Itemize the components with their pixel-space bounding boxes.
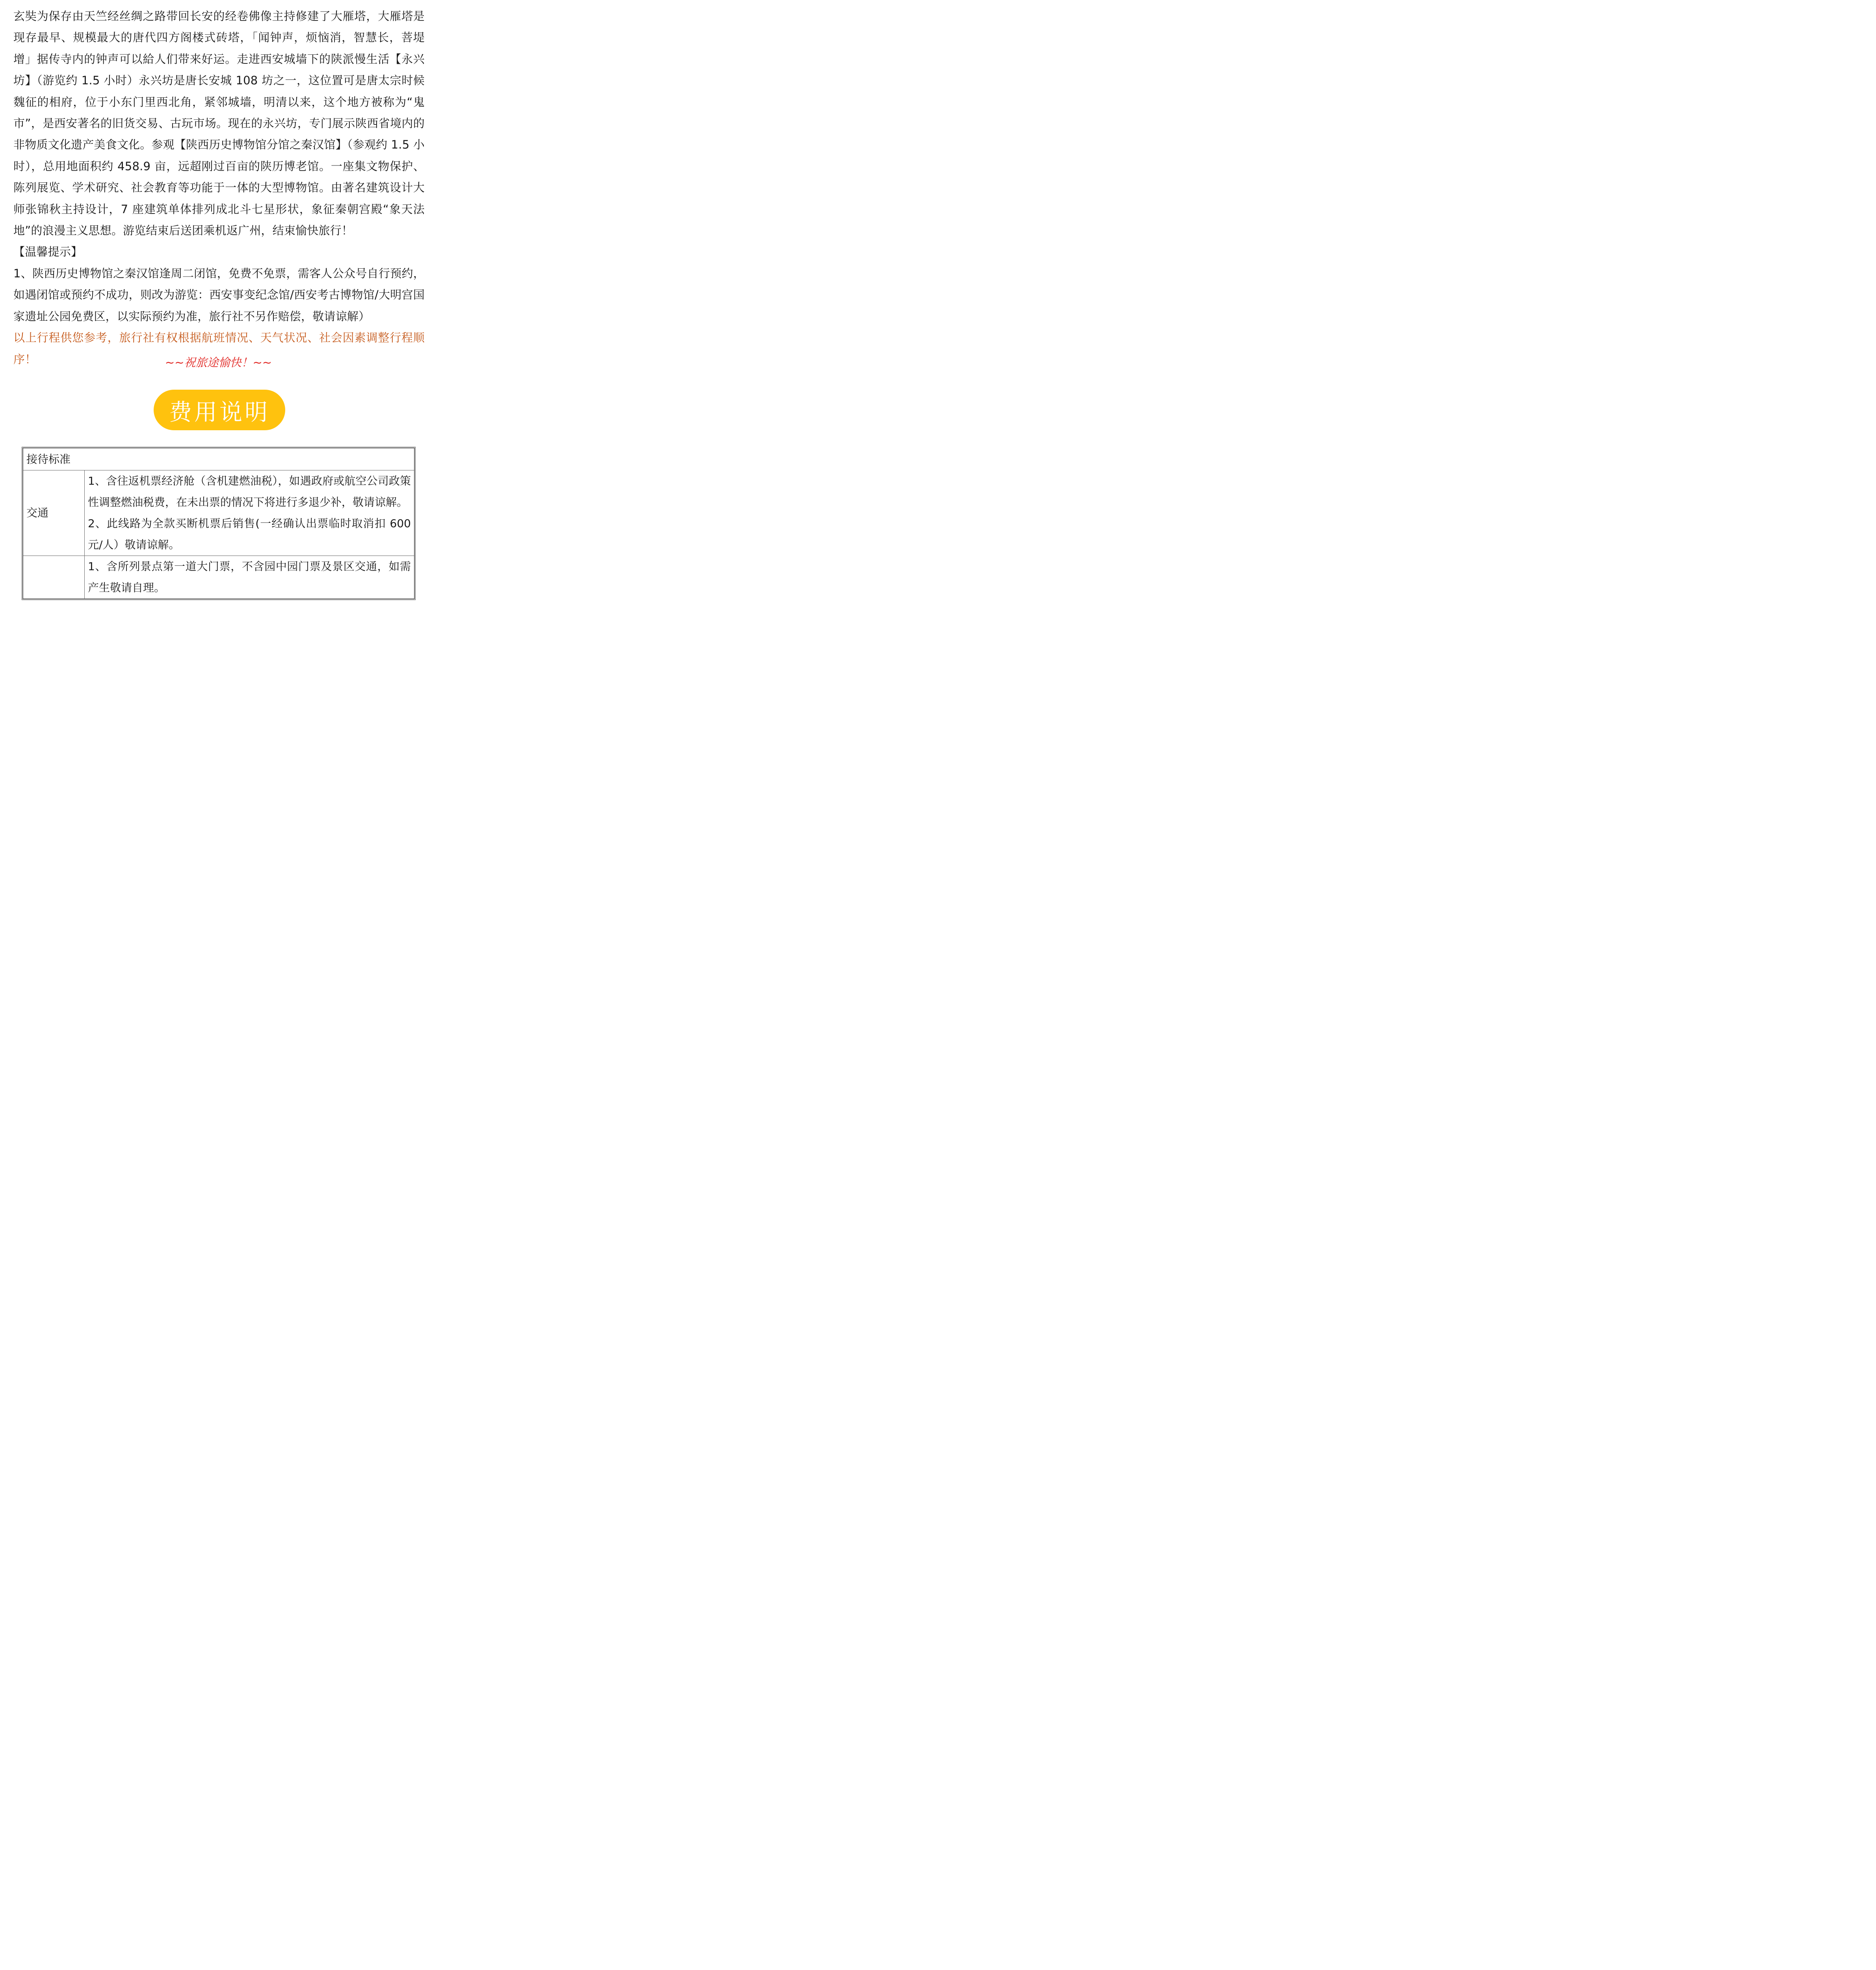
- tip-1: 1、陕西历史博物馆之秦汉馆逢周二闭馆，免费不免票，需客人公众号自行预约，如遇闭馆或预约不成功，则改为游览：西安事变纪念馆/西安考古博物馆/大明宫国家遗址公园免费区，以实际预约为准，旅行社不另作赔偿，敬请谅解）: [13, 266, 425, 323]
- transport-item-2: 2、此线路为全款买断机票后销售(一经确认出票临时取消扣 600 元/人）敬请谅解。: [88, 517, 411, 551]
- row-label-tickets: [23, 556, 85, 599]
- itinerary-section: [13, 6, 425, 370]
- row-label-transport: 交通: [23, 470, 85, 556]
- row-detail-transport: [85, 470, 414, 556]
- itinerary-paragraph: 玄奘为保存由天竺经丝绸之路带回长安的经卷佛像主持修建了大雁塔，大雁塔是现存最早、规模最大的唐代四方阁楼式砖塔，「闻钟声，烦恼消，智慧长，菩堤增」据传寺内的钟声可以給人们带来好运。走进西安城墙下的陕派慢生活【永兴坊】（游览约 1.5 小时）永兴坊是唐长安城 108 坊之一，这位置可是唐太宗时候魏征的相府，位于小东门里西北角，紧邻城墙，明清以来，这个地方被称为“鬼市”，是西安著名的旧货交易、古玩市场。现在的永兴坊，专门展示陕西省境内的非物质文化遗产美食文化。参观【陕西历史博物馆分馆之秦汉馆】（参观约 1.5 小时），总用地面积约 458.9 亩，远超刚过百亩的陕历博老馆。一座集文物保护、陈列展览、学术研究、社会教育等功能于一体的大型博物馆。由著名建筑设计大师张锦秋主持设计，7 座建筑单体排列成北斗七星形状，象征秦朝宫殿“象天法地”的浪漫主义思想。游览结束后送团乘机返广州，结束愉快旅行！: [13, 9, 425, 238]
- fee-section-title: 费用说明: [169, 398, 270, 426]
- fee-table-header: 接待标准: [23, 448, 414, 470]
- row-detail-tickets: [85, 556, 414, 599]
- table-row: [23, 470, 414, 556]
- table-row: [23, 556, 414, 599]
- tips-title: 【温馨提示】: [13, 245, 83, 259]
- itinerary-notice: 以上行程供您参考，旅行社有权根据航班情况、天气状况、社会因素调整行程顺序！: [13, 331, 425, 366]
- travel-wish: ~~祝旅途愉快！~~: [165, 356, 272, 369]
- fee-table-header-row: [23, 448, 414, 470]
- fee-table: [22, 447, 416, 600]
- fee-section-banner: [154, 390, 285, 430]
- tickets-item-1: 1、含所列景点第一道大门票，不含园中园门票及景区交通，如需产生敬请自理。: [88, 560, 411, 594]
- transport-item-1: 1、含往返机票经济舱（含机建燃油税），如遇政府或航空公司政策性调整燃油税费，在未出票的情况下将进行多退少补，敬请谅解。: [88, 474, 411, 509]
